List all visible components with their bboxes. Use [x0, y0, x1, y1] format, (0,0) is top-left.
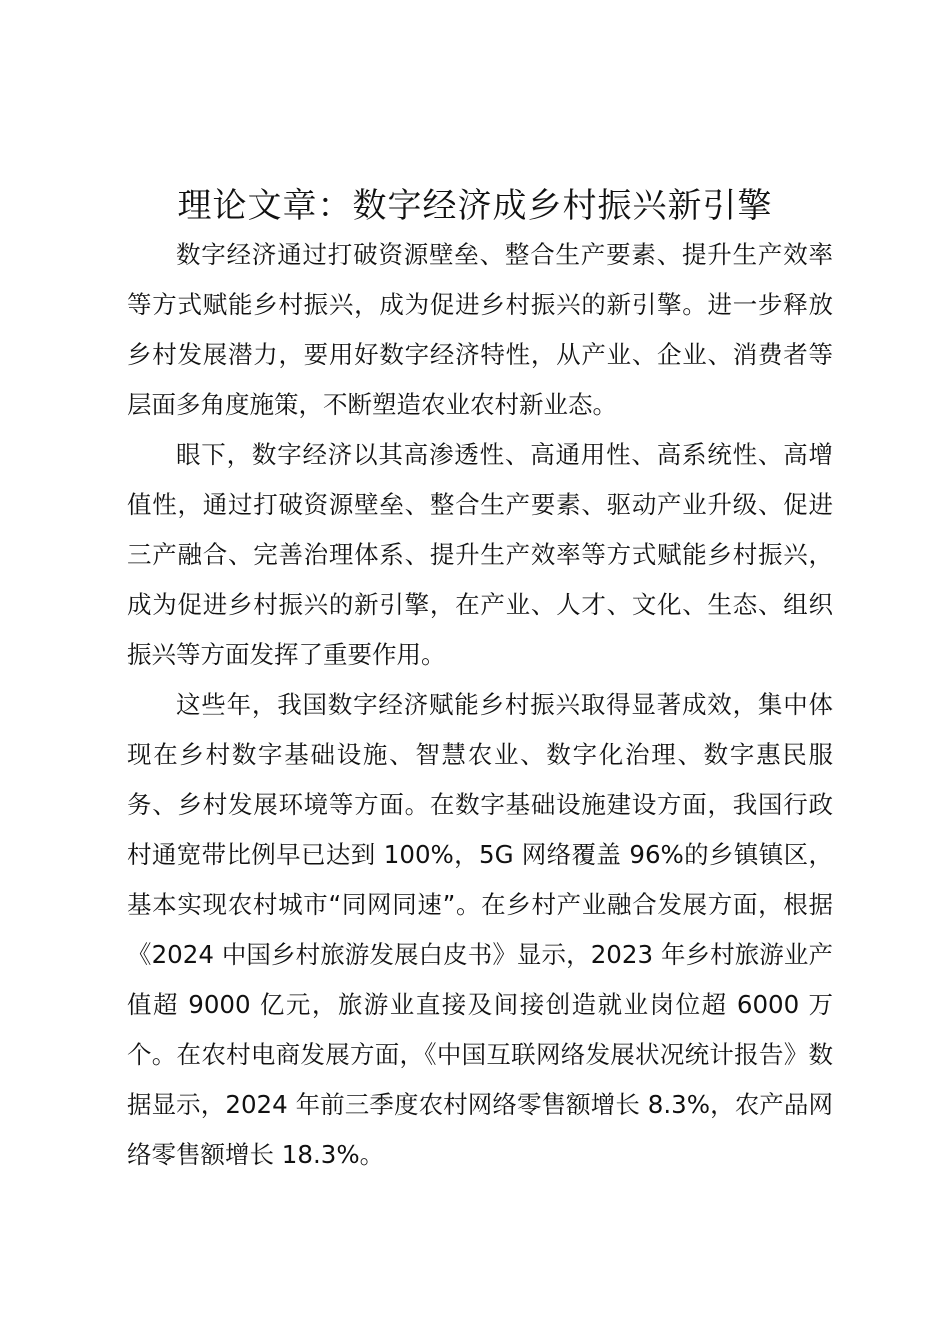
document-body: [127, 230, 833, 1180]
paragraph-2: 眼下，数字经济以其高渗透性、高通用性、高系统性、高增值性，通过打破资源壁垒、整合生产要素、驱动产业升级、促进三产融合、完善治理体系、提升生产效率等方式赋能乡村振兴，成为促进乡村振兴的新引擎，在产业、人才、文化、生态、组织振兴等方面发挥了重要作用。: [127, 440, 833, 669]
paragraph-1: 数字经济通过打破资源壁垒、整合生产要素、提升生产效率等方式赋能乡村振兴，成为促进乡村振兴的新引擎。进一步释放乡村发展潜力，要用好数字经济特性，从产业、企业、消费者等层面多角度施策，不断塑造农业农村新业态。: [127, 240, 833, 419]
paragraph-3: 这些年，我国数字经济赋能乡村振兴取得显著成效，集中体现在乡村数字基础设施、智慧农业、数字化治理、数字惠民服务、乡村发展环境等方面。在数字基础设施建设方面，我国行政村通宽带比例早已达到 100%，5G 网络覆盖 96%的乡镇镇区，基本实现农村城市“同网同速”。在乡村产业融合发展方面，根据《2024 中国乡村旅游发展白皮书》显示，2023 年乡村旅游业产值超 9000 亿元，旅游业直接及间接创造就业岗位超 6000 万个。在农村电商发展方面，《中国互联网络发展状况统计报告》数据显示，2024 年前三季度农村网络零售额增长 8.3%，农产品网络零售额增长 18.3%。: [127, 690, 833, 1169]
document-title: 理论文章：数字经济成乡村振兴新引擎: [177, 186, 773, 226]
